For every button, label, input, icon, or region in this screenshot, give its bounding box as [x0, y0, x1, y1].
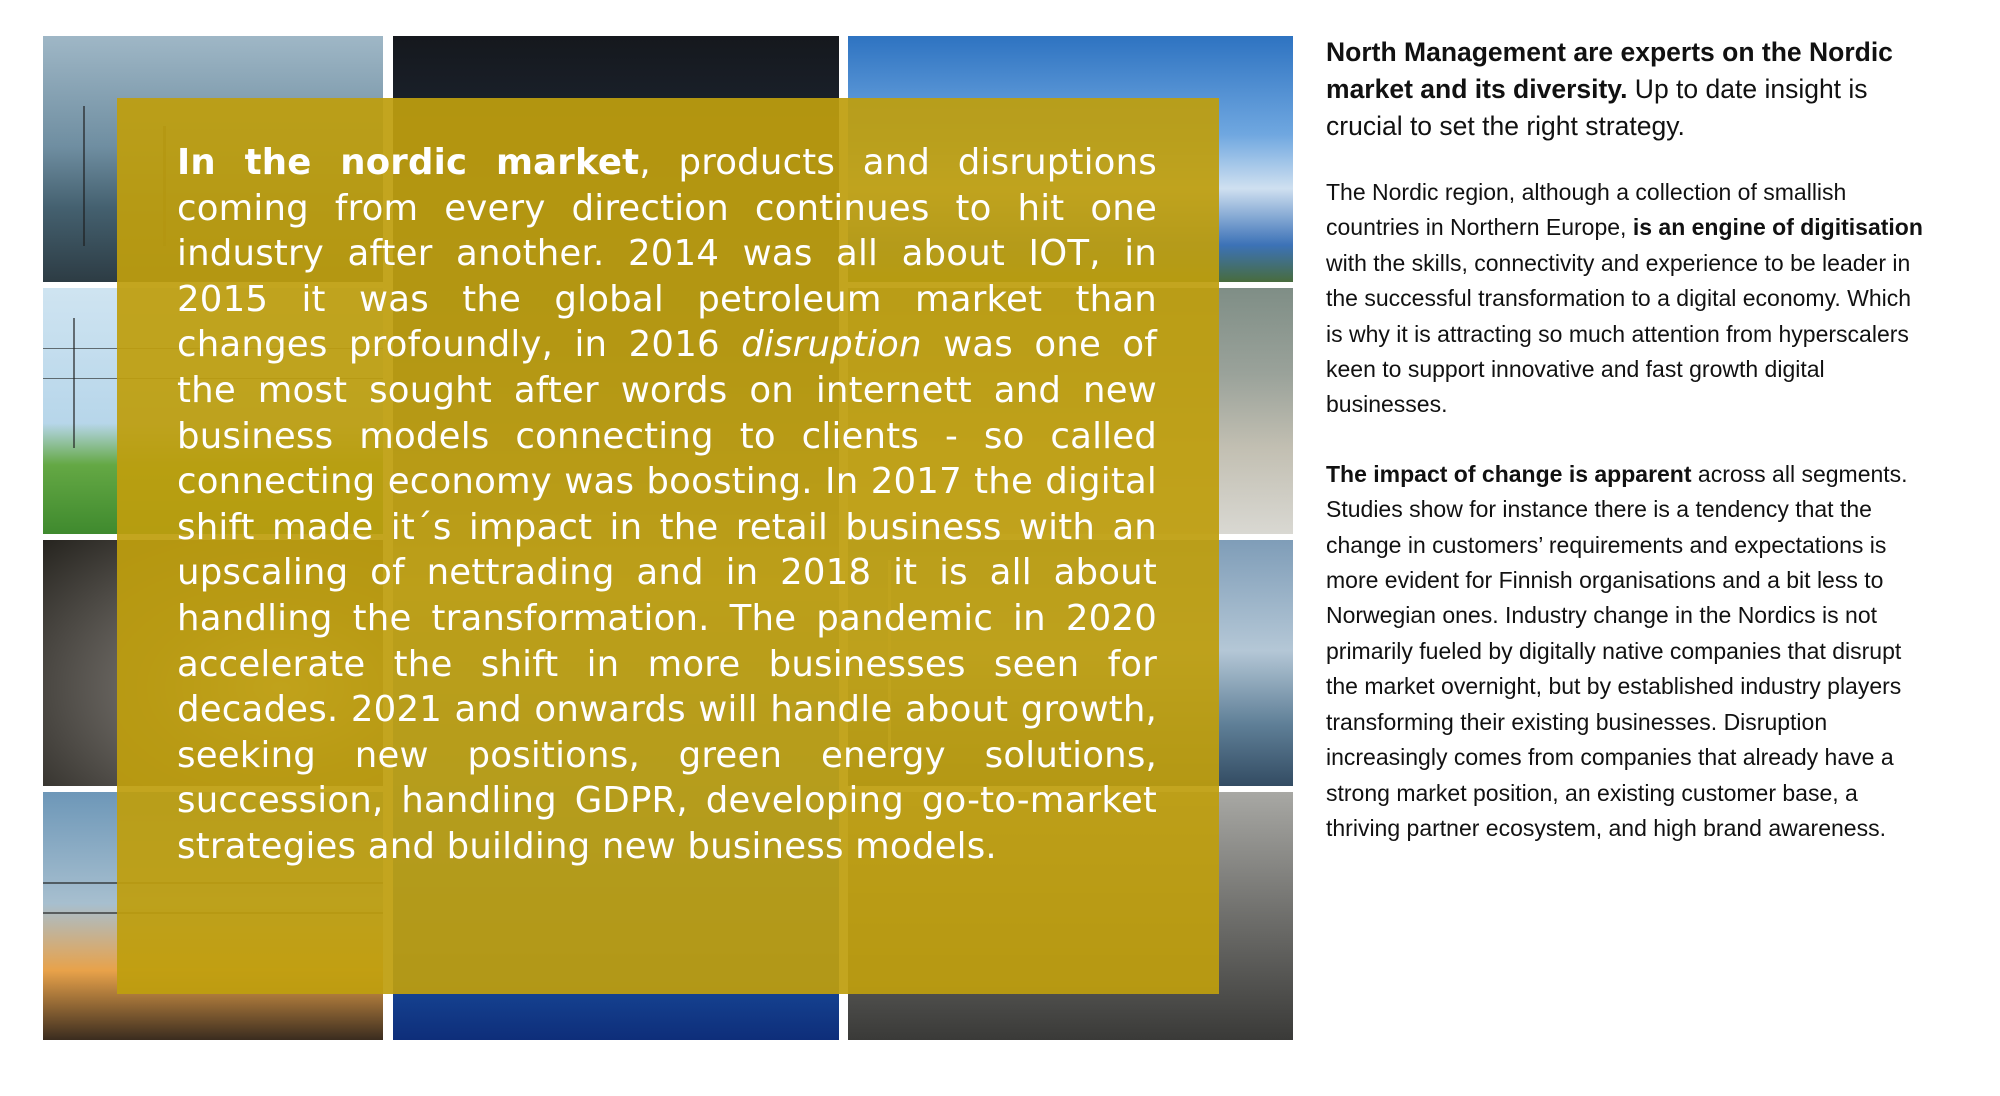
- main-paragraph-text-a: , products and disruptions coming from every direction continues to hit one industry after another. 2014 was all about IOT, in 2015 it was the global petroleum market than changes profoundly, in 2016: [177, 142, 1157, 366]
- main-paragraph-lead: In the nordic market: [177, 142, 640, 183]
- impact-of-change-paragraph: [1326, 457, 1926, 846]
- nordic-region-paragraph: [1326, 175, 1926, 423]
- para2-text: across all segments. Studies show for instance there is a tendency that the change in customers’ requirements and expectations is more evident for Finnish organisations and a bit less to Norwegian ones. Industry change in the Nordics is not primarily fueled by digitally native companies that disrupt the market overnight, but by established industry players transforming their existing businesses. Disruption increasingly comes from companies that already have a strong market position, an existing customer base, a thriving partner ecosystem, and high brand awareness.: [1326, 460, 1908, 841]
- intro-statement: [1326, 34, 1926, 145]
- side-column: [1326, 34, 1926, 880]
- para1-text-a: The Nordic region, although a collection of smallish countries in Northern Europe,: [1326, 179, 1847, 241]
- para1-bold: is an engine of digitisation: [1632, 214, 1923, 241]
- para1-text-b: with the skills, connectivity and experience to be leader in the successful transformation to a digital economy. Which is why it is attracting so much attention from hyperscalers keen to support innovative and fast growth digital businesses.: [1326, 249, 1912, 418]
- para2-bold: The impact of change is apparent: [1326, 460, 1692, 487]
- main-paragraph-italic: disruption: [741, 324, 922, 366]
- intro-text: Up to date insight is crucial to set the right strategy.: [1326, 74, 1868, 141]
- main-paragraph: [177, 140, 1157, 870]
- main-paragraph-text-b: was one of the most sought after words on internett and new business models connecting to clients - so called connecting economy was boosting. In 2017 the digital shift made it´s impact in the retail business with an upscaling of nettrading and in 2018 it is all about handling the transformation. The pandemic in 2020 accelerate the shift in more businesses seen for decades. 2021 and onwards will handle about growth, seeking new positions, green energy solutions, succession, handling GDPR, developing go-to-market strategies and building new business models.: [177, 324, 1157, 867]
- intro-bold: North Management are experts on the Nordic market and its diversity.: [1326, 37, 1893, 104]
